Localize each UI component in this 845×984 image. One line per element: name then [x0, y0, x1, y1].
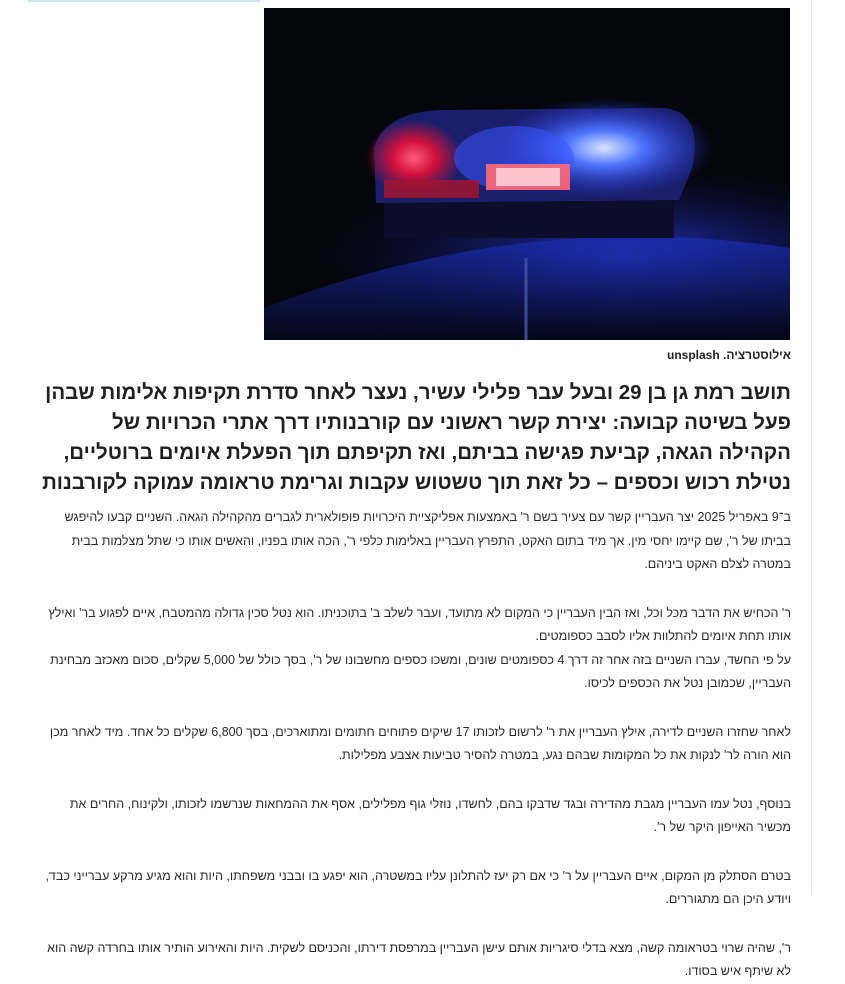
police-light-bar-image — [264, 8, 790, 340]
sidebar-divider — [811, 0, 812, 895]
article-headline: תושב רמת גן בן 29 ובעל עבר פלילי עשיר, נעצר לאחר סדרת תקיפות אלימות שבהן פעל בשיטה קבועה: יצירת קשר ראשוני עם קורבנותיו דרך אתרי הכרויות של הקהילה הגאה, קביעת פגישה בביתם, ואז תקיפתם תוך הפעלת איומים ברוטליים, נטילת רכוש וכספים – כל זאת תוך טשטוש עקבות וגרימת טראומה עמוקה לקורבנות — [42, 381, 791, 494]
paragraph: בטרם הסתלק מן המקום, איים העבריין על ר' כי אם רק יעז להתלונן עליו במשטרה, הוא יפגע בו ובבני משפחתו, היות והוא מגיע מרקע עברייני כבד, ויודע היכן הם מתגוררים. — [45, 868, 791, 906]
image-caption: אילוסטרציה. unsplash — [667, 348, 791, 362]
article-body — [38, 506, 791, 984]
top-accent-line — [28, 0, 260, 2]
paragraph: לאחר שחזרו השניים לדירה, אילץ העבריין את ר' לרשום לזכותו 17 שיקים פתוחים חתומים ומתוארכים, בסך 6,800 שקלים כל אחד. מיד לאחר מכן הוא הורה לר' לנקות את כל המקומות שבהם נגע, במטרה להסיר טביעות אצבע מפלילות. — [49, 724, 791, 762]
paragraph: ב־9 באפריל 2025 יצר העבריין קשר עם צעיר בשם ר' באמצעות אפליקציית היכרויות פופולארית לגברים מהקהילה הגאה. השניים קבעו להיפגש בביתו של ר', שם קיימו יחסי מין. אך מיד בתום האקט, התפרץ העבריין באלימות כלפי ר', הכה אותו בפניו, והאשים אותו כי שתל מצלמות בבית במטרה לצלם האקט ביניהם. — [64, 510, 791, 571]
paragraph: בנוסף, נטל עמו העבריין מגבת מהדירה ובגד שדבקו בהם, לחשדו, נוזלי גוף מפלילים, אסף את ההמחאות שנרשמו לזכותו, ולקינוח, החרים את מכשיר האייפון היקר של ר'. — [69, 796, 791, 834]
article-image — [264, 8, 790, 340]
paragraph: ר', שהיה שרוי בטראומה קשה, מצא בדלי סיגריות אותם עישן העבריין במרפסת דירתו, והכניסם לשקית. היות והאירוע הותיר אותו בחרדה קשה הוא לא שיתף איש בסודו. — [47, 940, 791, 978]
paragraph: ר' הכחיש את הדבר מכל וכל, ואז הבין העבריין כי המקום לא מתועד, ועבר לשלב ב' בתוכניתו. הוא נטל סכין גדולה מהמטבח, איים לפגוע בר' ואילץ אותו תחת איומים להתלוות אליו לסבב כספומטים. — [48, 605, 791, 643]
paragraph: על פי החשד, עברו השניים בזה אחר זה דרך 4 כספומטים שונים, ומשכו כספים מחשבונו של ר', בסך כולל של 5,000 שקלים, סכום מאכזב מבחינת העבריין, שכמובן נטל את הכספים לכיסו. — [50, 652, 791, 690]
